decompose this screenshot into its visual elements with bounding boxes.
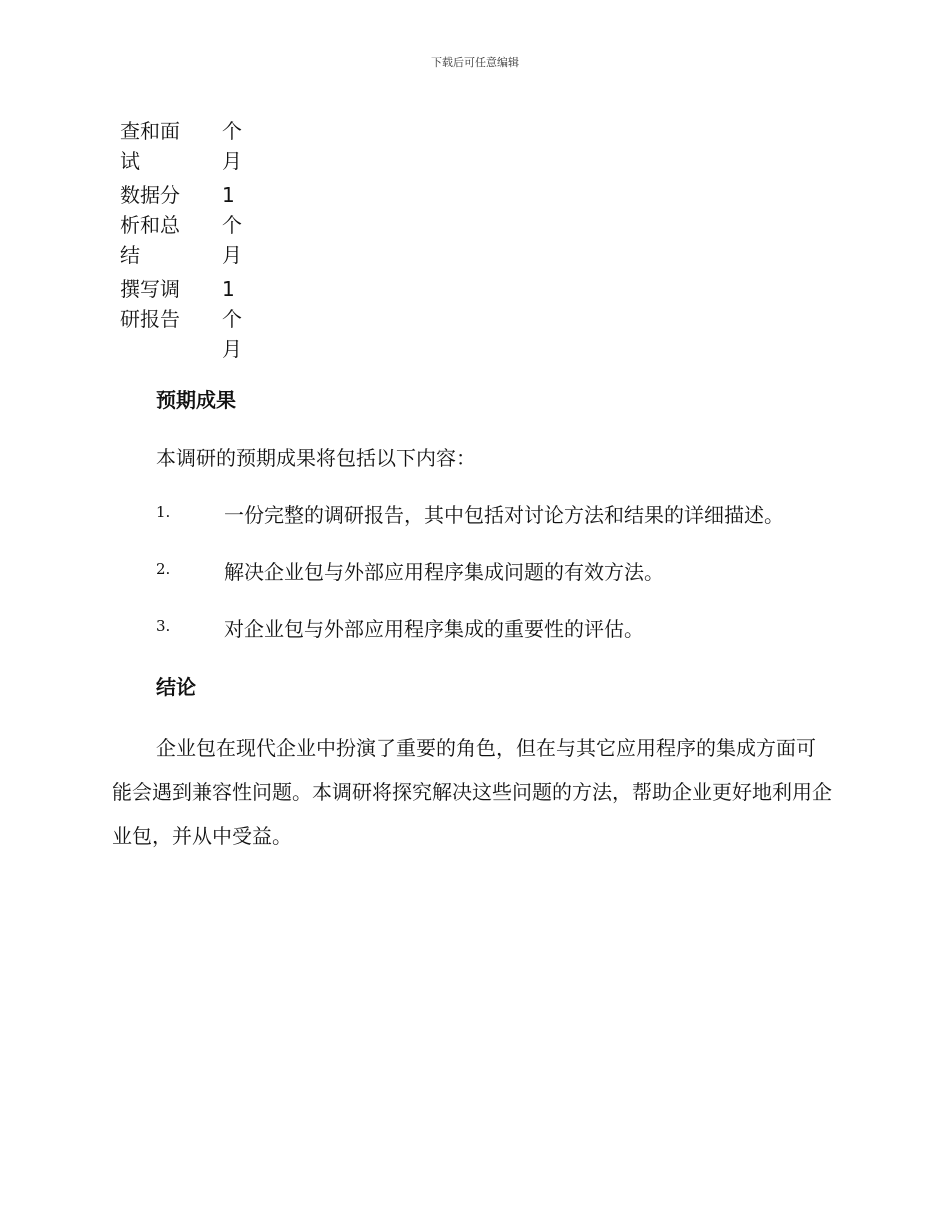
duration-line: 个 bbox=[222, 213, 242, 237]
list-item bbox=[156, 613, 856, 643]
task-line: 析和总 bbox=[120, 213, 180, 237]
task-line: 试 bbox=[120, 149, 140, 173]
conclusion-paragraph bbox=[112, 726, 832, 858]
conclusion-heading: 结论 bbox=[156, 675, 196, 699]
list-text: 一份完整的调研报告，其中包括对讨论方法和结果的详细描述。 bbox=[224, 503, 784, 527]
duration-line: 月 bbox=[222, 337, 242, 361]
expected-results-intro: 本调研的预期成果将包括以下内容： bbox=[156, 446, 476, 470]
duration-line: 1 bbox=[222, 183, 235, 207]
task-line: 撰写调 bbox=[120, 277, 180, 301]
list-item bbox=[156, 556, 856, 586]
schedule-table bbox=[120, 116, 246, 368]
table-row bbox=[120, 180, 246, 274]
duration-line: 1 bbox=[222, 277, 235, 301]
task-cell bbox=[120, 180, 222, 274]
duration-cell bbox=[222, 116, 246, 180]
table-row bbox=[120, 274, 246, 368]
task-line: 查和面 bbox=[120, 119, 180, 143]
list-item bbox=[156, 499, 856, 529]
list-number: 3. bbox=[156, 617, 171, 635]
expected-results-heading: 预期成果 bbox=[156, 388, 236, 412]
duration-line: 个 bbox=[222, 119, 242, 143]
list-text: 解决企业包与外部应用程序集成问题的有效方法。 bbox=[224, 560, 664, 584]
duration-cell bbox=[222, 274, 246, 368]
task-line: 数据分 bbox=[120, 183, 180, 207]
task-line: 结 bbox=[120, 243, 140, 267]
task-cell bbox=[120, 116, 222, 180]
duration-line: 月 bbox=[222, 149, 242, 173]
duration-cell bbox=[222, 180, 246, 274]
list-number: 2. bbox=[156, 560, 171, 578]
list-number: 1. bbox=[156, 503, 171, 521]
duration-line: 个 bbox=[222, 307, 242, 331]
task-cell bbox=[120, 274, 222, 368]
task-line: 研报告 bbox=[120, 307, 180, 331]
table-row bbox=[120, 116, 246, 180]
list-text: 对企业包与外部应用程序集成的重要性的评估。 bbox=[224, 617, 644, 641]
page-header: 下载后可任意编辑 bbox=[431, 56, 519, 69]
duration-line: 月 bbox=[222, 243, 242, 267]
conclusion-text: 企业包在现代企业中扮演了重要的角色，但在与其它应用程序的集成方面可能会遇到兼容性问题。本调研将探究解决这些问题的方法，帮助企业更好地利用企业包，并从中受益。 bbox=[112, 736, 832, 848]
